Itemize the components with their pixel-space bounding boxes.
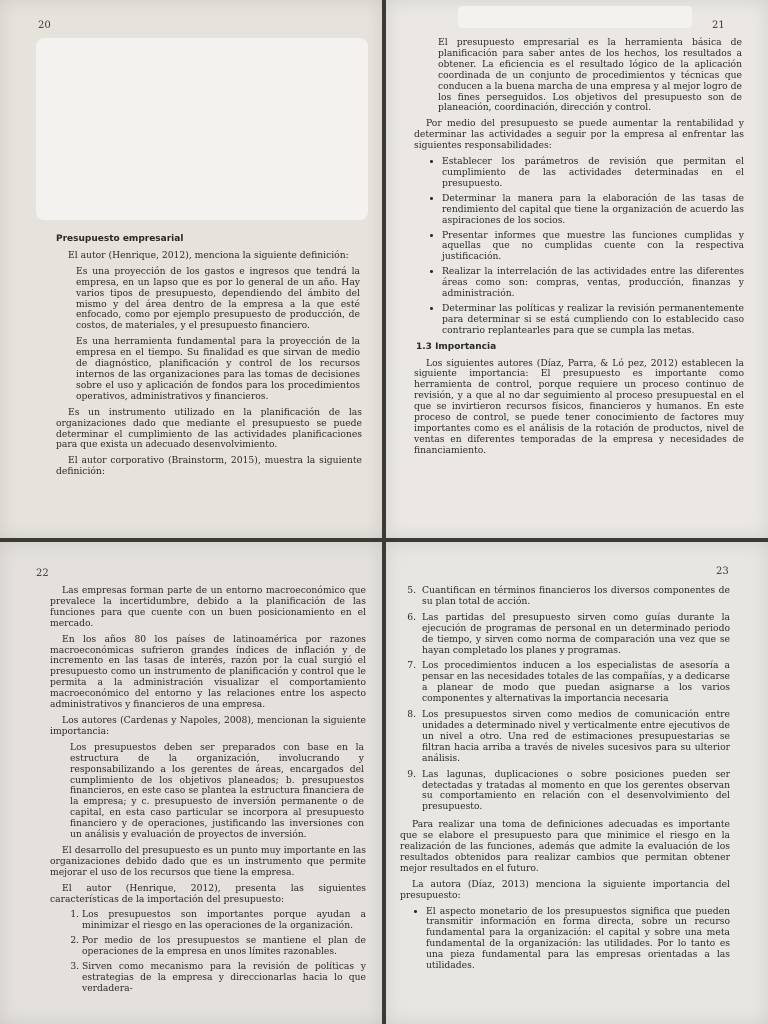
list-item: • Presentar informes que muestre las funciones cumplidas y aquellas que no cumplidas cuente con la respectiva justificación.	[442, 231, 744, 264]
list-item	[400, 710, 730, 765]
list-item	[400, 770, 730, 814]
page-23-body	[400, 586, 730, 977]
paragraph: El autor (Henrique, 2012), presenta las siguientes características de la importación del presupuesto:	[50, 882, 366, 905]
list-item	[400, 586, 730, 608]
bullet-list	[400, 907, 730, 972]
list-text: Las lagunas, duplicaciones o sobre posiciones pueden ser detectadas y tratadas al momento en que los gerentes observan su comportamiento en relación con el desenvolvimiento del presupuesto.	[422, 768, 730, 813]
page-23	[386, 542, 768, 1024]
list-number: 5.	[407, 585, 416, 596]
page-22-body	[50, 586, 366, 999]
list-item	[400, 661, 730, 705]
page-number: 23	[716, 566, 729, 577]
paragraph: El autor corporativo (Brainstorm, 2015), muestra la siguiente definición:	[56, 455, 362, 478]
list-item: 1. Los presupuestos son importantes porque ayudan a minimizar el riesgo en las operaciones de la organización.	[82, 910, 366, 932]
list-item: • Establecer los parámetros de revisión que permitan el cumplimiento de las actividades determinadas en el presupuesto.	[442, 157, 744, 190]
paragraph: La autora (Díaz, 2013) menciona la siguiente importancia del presupuesto:	[400, 878, 730, 901]
page-21	[386, 0, 768, 538]
list-item: • Realizar la interrelación de las actividades entre las diferentes áreas como son: compras, ventas, producción, finanzas y administración.	[442, 267, 744, 300]
paragraph: El desarrollo del presupuesto es un punto muy importante en las organizaciones debido dado que es un instrumento que permite mejorar el uso de los recursos que tiene la empresa.	[50, 844, 366, 878]
paragraph: Es un instrumento utilizado en la planificación de las organizaciones dado que mediante el presupuesto se puede determinar el cumplimiento de las actividades planificaciones para que exista un adecuado desenvolvimiento.	[56, 406, 362, 451]
list-number: 8.	[407, 709, 416, 721]
paragraph: Por medio del presupuesto se puede aumentar la rentabilidad y determinar las actividades a seguir por la empresa al enfrentar las siguientes responsabilidades:	[414, 118, 744, 152]
page-number: 21	[712, 20, 725, 31]
list-item: • El aspecto monetario de los presupuestos significa que pueden transmitir información en forma directa, sobre un recurso fundamental para la organización: el capital y sobre una meta fundamental de la organización: las utilidades. Por lo tanto es una pieza fundamental para las empresas orientadas a las utilidades.	[426, 907, 730, 972]
list-text: Los presupuestos sirven como medios de comunicación entre unidades a determinado nivel y verticalmente entre ejecutivos de un nivel a otro. Una red de estimaciones presupuestarias se filtran hacia arriba a través de niveles sucesivos para su ulterior análisis.	[422, 709, 730, 764]
list-number: 9.	[407, 768, 416, 780]
paragraph: Los siguientes autores (Díaz, Parra, & Ló pez, 2012) establecen la siguiente importancia: El presupuesto es importante como herramienta de control, porque requiere un proceso continuo de revisión, y a que al no dar seguimiento al proceso presupuestal en el que se invirtieron recursos físicos, financieros y humanos. En este proceso de control, se puede tener conocimiento de factores muy importantes como es el análisis de la rotación de productos, nivel de ventas en diferentes temporadas de la empresa y necesidades de financiamiento.	[414, 357, 744, 456]
blank-region	[36, 38, 368, 220]
list-item	[400, 613, 730, 657]
block-quote: Es una herramienta fundamental para la proyección de la empresa en el tiempo. Su finalidad es que sirvan de medio de diagnóstico, planificación y control de los recursos internos de las organizaciones para las tomas de decisiones sobre el uso y aplicación de fondos para los procedimientos operativos, administrativos y financieros.	[76, 336, 360, 402]
page-number: 22	[36, 568, 49, 579]
page-20-body	[56, 234, 362, 483]
list-item: • Determinar la manera para la elaboración de las tasas de rendimiento del capital que tiene la organización de acuerdo las aspiraciones de los socios.	[442, 194, 744, 227]
list-text: Las partidas del presupuesto sirven como guías durante la ejecución de programas de personal en un determinado periodo de tiempo, y sirven como norma de comparación una vez que se hayan completado los planes y programas.	[422, 611, 730, 656]
blank-region	[458, 6, 692, 28]
block-quote: El presupuesto empresarial es la herramienta básica de planificación para saber antes de los hechos, los resultados a obtener. La eficiencia es el resultado lógico de la aplicación coordinada de un conjunto de procedimientos y técnicas que conducen a la buena marcha de una empresa y al mejor logro de los fines perseguidos. Los objetivos del presupuesto son de planeación, coordinación, dirección y control.	[438, 37, 742, 114]
page-number: 20	[38, 20, 51, 31]
list-item: 2. Por medio de los presupuestos se mantiene el plan de operaciones de la empresa en unos límites razonables.	[82, 936, 366, 958]
list-text: Cuantifican en términos financieros los diversos componentes de su plan total de acción.	[422, 585, 730, 607]
block-quote: Los presupuestos deben ser preparados con base en la estructura de la organización, involucrando y responsabilizando a los gerentes de áreas, encargados del cumplimiento de los objetivos planeados; b. presupuestos financieros, en este caso se plantea la estructura financiera de la empresa; y c. presupuesto de inversión permanente o de capital, en esta caso particular se incorpora al presupuesto financiero y de operaciones, justificando las inversiones con un análisis y evaluación de proyectos de inversión.	[70, 741, 364, 841]
numbered-list	[50, 910, 366, 994]
bullet-list	[414, 157, 744, 337]
list-number: 6.	[407, 611, 416, 623]
list-text: Los procedimientos inducen a los especialistas de asesoría a pensar en las necesidades totales de las compañías, y a dedicarse a planear de modo que puedan asignarse a los varios componentes y alternativas la importancia necesaria	[422, 660, 730, 705]
block-quote: Es una proyección de los gastos e ingresos que tendrá la empresa, en un lapso que es por lo general de un año. Hay varios tipos de presupuesto, dependiendo del ámbito del mismo y del área dentro de la empresa a la que esté enfocado, como por ejemplo presupuesto de producción, de costos, de materiales, y el presupuesto financiero.	[76, 265, 360, 332]
numbered-list	[400, 586, 730, 813]
section-heading: Presupuesto empresarial	[56, 234, 184, 244]
paragraph: Los autores (Cardenas y Napoles, 2008), mencionan la siguiente importancia:	[50, 714, 366, 737]
paragraph: En los años 80 los países de latinoamérica por razones macroeconómicas sufrieron grandes índices de inflación y de incremento en las tasas de interés, razón por la cual surgió el presupuesto como un instrumento de planificación y control que le permita a la administración visualizar el comportamiento macroeconómico del entorno y las relaciones entre los aspecto administrativos y financieros de una empresa.	[50, 633, 366, 711]
section-heading: 1.3 Importancia	[416, 341, 497, 352]
paragraph: Las empresas forman parte de un entorno macroeconómico que prevalece la incertidumbre, debido a la planificación de las funciones para que cuente con un buen posicionamiento en el mercado.	[50, 585, 366, 629]
list-number: 7.	[407, 660, 416, 672]
page-21-body	[414, 38, 744, 462]
paragraph: El autor (Henrique, 2012), menciona la siguiente definición:	[68, 249, 349, 261]
page-20	[0, 0, 382, 538]
paragraph: Para realizar una toma de definiciones adecuadas es importante que se elabore el presupuesto para que minimice el riesgo en la realización de las funciones, además que admite la evaluación de los resultados obtenidos para realizar cambios que permitan obtener mejor resultados en el futuro.	[400, 819, 730, 874]
page-22	[0, 542, 382, 1024]
list-item: 3. Sirven como mecanismo para la revisión de políticas y estrategias de la empresa y direccionarlas hacia lo que verdadera-	[82, 962, 366, 995]
list-item: • Determinar las políticas y realizar la revisión permanentemente para determinar si se está cumpliendo con lo establecido caso contrario replantearles para que se cumpla las metas.	[442, 304, 744, 337]
